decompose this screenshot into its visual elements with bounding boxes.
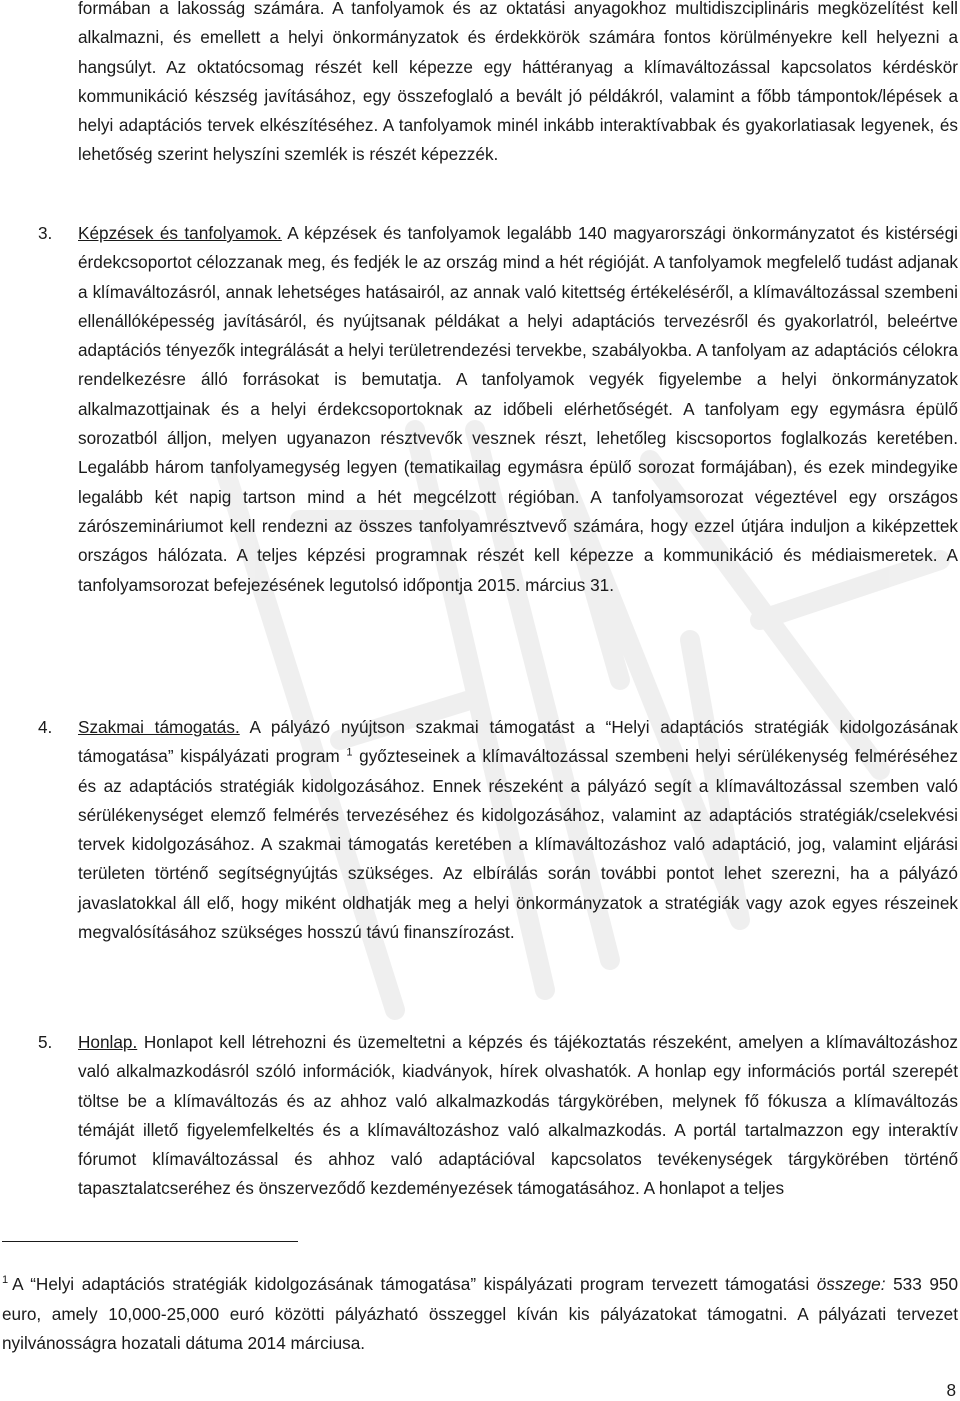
footnote-mark: 1 xyxy=(2,1274,9,1287)
item-text: A pályázó nyújtson szakmai támogatást a “Helyi adaptációs stratégiák kidolgozásának támogatása” kispályázati program xyxy=(78,717,958,767)
footnote-text: A “Helyi adaptációs stratégiák kidolgozásának támogatása” kispályázati program tervezett támogatási xyxy=(12,1274,817,1294)
item-heading-professional-support: Szakmai támogatás. xyxy=(78,717,240,737)
list-item-body xyxy=(78,1028,958,1204)
list-item-number: 4. xyxy=(38,717,53,737)
page-number: 8 xyxy=(946,1380,956,1400)
item-text: Honlapot kell létrehozni és üzemeltetni a képzés és tájékoztatás részeként, amelyen a klímaváltozáshoz való alkalmazkodásról szóló információk, kiadványok, hírek olvashatók. A honlap egy információs portál szerepét töltse be a klímaváltozás és az ahhoz való alkalmazkodás tárgykörében, melynek fő fókusza a klímaváltozás témáját illető figyelemfelkeltés és a klímaváltozáshoz való alkalmazkodás. A portál tartalmazzon egy interaktív fórumot klímaváltozással és ahhoz való adaptációval kapcsolatos tevékenységek tárgykörében történő tapasztalatcseréhez és önszerveződő kezdeményezések támogatásához. A honlapot a teljes xyxy=(78,1032,958,1199)
list-item-body xyxy=(78,219,958,600)
footnote xyxy=(2,1270,958,1359)
intro-paragraph: formában a lakosság számára. A tanfolyamok és az oktatási anyagokhoz multidiszciplináris megközelítést kell alkalmazni, és emellett a helyi önkormányzatok és érdekkörök számára fontos körülményekre kell helyezni a hangsúlyt. Az oktatócsomag részét kell képezze egy háttéranyag a klímaváltozással kapcsolatos kérdéskör kommunikáció készség javításához, egy összefoglaló a bevált jó példákról, valamint a főbb támpontok/lépések a helyi adaptációs tervek elkészítéséhez. A tanfolyamok minél inkább interaktívabbak és gyakorlatiasak legyenek, és lehetőség szerint helyszíni szemlék is részét képezzék. xyxy=(78,0,958,165)
footnote-reference[interactable]: 1 xyxy=(346,746,353,759)
list-item-number: 5. xyxy=(38,1032,53,1052)
item-text: A képzések és tanfolyamok legalább 140 magyarországi önkormányzatot és kistérségi érdekcsoportot célozzanak meg, és fedjék le az ország mind a hét régióját. A tanfolyamok megfelelő tudást adjanak a klímaváltozásról, annak lehetséges hatásairól, az annak való kitettség értékeléséről, a klímaváltozással szembeni ellenállóképesség javításáról, és nyújtsanak példákat a helyi adaptációs tervezésről és gyakorlatról, beleértve adaptációs tényezők integrálását a helyi területrendezési tervekbe, szabályokba. A tanfolyam az adaptációs célokra rendelkezésre álló forrásokat is bemutatja. A tanfolyamok vegyék figyelembe a helyi önkormányzatok alkalmazottjainak és a helyi érdekcsoportoknak az időbeli elérhetőségét. A tanfolyam egy egymásra épülő sorozatból álljon, melyen ugyanazon résztvevők vesznek részt, lehetőleg kiscsoportos foglalkozás keretében. Legalább három tanfolyamegység legyen (tematikailag egymásra épülő sorozat formájában), és ezek mindegyike legalább két napig tartson mind a hét megcélzott régióban. A tanfolyamsorozat végeztével egy országos zárószemináriumot kell rendezni az összes tanfolyamrésztvevő számára, hogy ezzel útjára induljon a kiképzettek országos hálózata. A teljes képzési programnak részét kell képezze a kommunikáció és médiaismeretek. A tanfolyamsorozat befejezésének legutolsó időpontja 2015. március 31. xyxy=(78,223,958,595)
footnote-emphasis: összege: xyxy=(816,1274,886,1294)
footnote-text-continued: 533 950 euro, amely 10,000-25,000 euró közötti pályázható összeggel kíván kis pályázatokat támogatni. A pályázati tervezet nyilvánosságra hozatali dátuma 2014 márciusa. xyxy=(2,1274,958,1353)
list-item-number: 3. xyxy=(38,223,53,243)
footnote-separator xyxy=(2,1241,298,1242)
item-text-continued: győzteseinek a klímaváltozással szembeni helyi sérülékenység felméréséhez és az adaptációs stratégiák kidolgozásához. Ennek részeként a pályázó segít a klímaváltozással szemben való sérülékenységet elemző felmérés tervezéséhez és kidolgozásához, valamint az adaptációs stratégiák/cselekvési tervek kidolgozásához. A szakmai támogatás keretében a klímaváltozáshoz való adaptáció, jog, valamint eljárási területen történő segítségnyújtás szükséges. Az elbírálás során további pontot lehet szerezni, ha a pályázó javaslatokkal áll elő, hogy miként oldhatják meg a helyi önkormányzatok a stratégiák vagy azok egyes részeinek megvalósításához szükséges hosszú távú finanszírozást. xyxy=(78,746,958,943)
item-heading-trainings: Képzések és tanfolyamok. xyxy=(78,223,282,243)
list-item-body xyxy=(78,713,958,947)
item-heading-website: Honlap. xyxy=(78,1032,138,1052)
